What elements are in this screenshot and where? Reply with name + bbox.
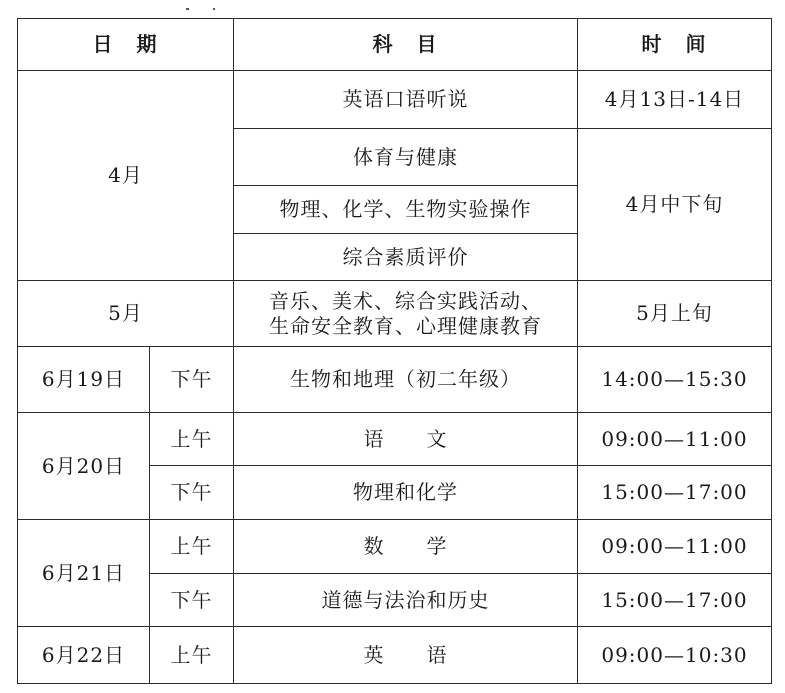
- time-cell: 4月中下旬: [578, 129, 772, 281]
- time-cell: 14:00—15:30: [578, 347, 772, 413]
- subject-cell: 英语口语听说: [234, 71, 578, 129]
- scan-mark: [213, 8, 215, 10]
- time-cell: 09:00—10:30: [578, 627, 772, 684]
- subject-cell: 数 学: [234, 520, 578, 574]
- table-row: [18, 71, 772, 129]
- subject-cell: 综合素质评价: [234, 234, 578, 281]
- time-cell: 15:00—17:00: [578, 574, 772, 627]
- time-cell: 5月上旬: [578, 281, 772, 347]
- header-subject: 科 目: [234, 19, 578, 71]
- subject-cell: 英 语: [234, 627, 578, 684]
- subject-line: 音乐、美术、综合实践活动、: [269, 288, 542, 313]
- subject-cell: 体育与健康: [234, 129, 578, 186]
- table-row: [18, 281, 772, 347]
- time-cell: 4月13日-14日: [578, 71, 772, 129]
- time-cell: 09:00—11:00: [578, 413, 772, 466]
- subject-cell: 语 文: [234, 413, 578, 466]
- date-cell: 4月: [18, 71, 234, 281]
- date-cell: 6月21日: [18, 520, 150, 627]
- time-cell: 09:00—11:00: [578, 520, 772, 574]
- subject-cell: 物理、化学、生物实验操作: [234, 186, 578, 234]
- scan-mark: [186, 8, 189, 10]
- header-time: 时 间: [578, 19, 772, 71]
- period-cell: 下午: [150, 574, 234, 627]
- period-cell: 上午: [150, 627, 234, 684]
- time-cell: 15:00—17:00: [578, 466, 772, 520]
- table-row: [18, 347, 772, 413]
- period-cell: 下午: [150, 347, 234, 413]
- period-cell: 下午: [150, 466, 234, 520]
- date-cell: 6月19日: [18, 347, 150, 413]
- subject-cell: 道德与法治和历史: [234, 574, 578, 627]
- table-row: [18, 627, 772, 684]
- table-row: [18, 413, 772, 466]
- header-date: 日 期: [18, 19, 234, 71]
- date-cell: 6月22日: [18, 627, 150, 684]
- subject-cell: 物理和化学: [234, 466, 578, 520]
- table-row: [18, 520, 772, 574]
- subject-cell: 生物和地理（初二年级）: [234, 347, 578, 413]
- exam-schedule-table: [17, 18, 772, 684]
- period-cell: 上午: [150, 413, 234, 466]
- period-cell: 上午: [150, 520, 234, 574]
- subject-line: 生命安全教育、心理健康教育: [269, 313, 542, 338]
- date-cell: 5月: [18, 281, 234, 347]
- subject-cell: [234, 281, 578, 347]
- header-row: [18, 19, 772, 71]
- date-cell: 6月20日: [18, 413, 150, 520]
